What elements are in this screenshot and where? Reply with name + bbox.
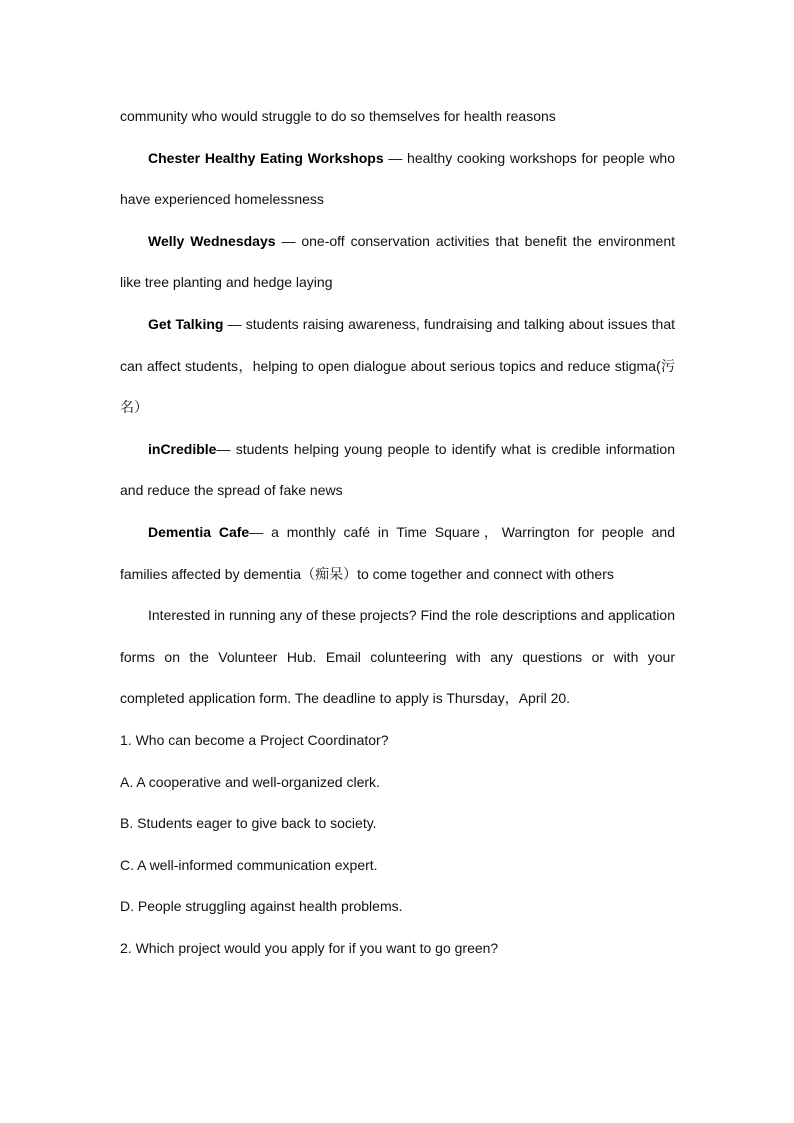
project-title: Chester Healthy Eating Workshops [148, 149, 384, 166]
project-welly-wednesdays [120, 221, 675, 304]
question-1-option-d: D. People struggling against health problems. [120, 898, 403, 915]
project-description: healthy cooking workshops for people who have experienced homelessness [120, 149, 675, 208]
project-separator: — [275, 232, 302, 249]
project-title: Welly Wednesdays [148, 232, 276, 249]
document-body [120, 96, 675, 969]
project-dementia-cafe [120, 512, 675, 595]
project-separator: — [383, 149, 408, 166]
project-description: a monthly café in Time Square，Warrington for people and families affected by dementia（痴呆）to come together and connect with others [120, 523, 676, 582]
question-1-option-a: A. A cooperative and well-organized clerk. [120, 773, 380, 790]
project-title: Dementia Cafe [148, 523, 250, 540]
project-separator: — [216, 440, 236, 457]
question-1-option-b: B. Students eager to give back to society. [120, 815, 377, 832]
question-2-stem: 2. Which project would you apply for if you want to go green? [120, 939, 499, 956]
project-title: Get Talking [148, 315, 224, 332]
project-incredible [120, 429, 675, 512]
project-separator: — [249, 523, 272, 540]
closing-paragraph: Interested in running any of these projects? Find the role descriptions and application forms on the Volunteer Hub. Email colunteering with any questions or with your completed application form. The deadline to apply is Thursday，April 20. [120, 607, 675, 707]
question-1-option-c: C. A well-informed communication expert. [120, 856, 378, 873]
project-separator: — [223, 315, 246, 332]
project-chester-healthy-eating [120, 138, 675, 221]
project-description: students helping young people to identify what is credible information and reduce the spread of fake news [120, 440, 675, 499]
project-title: inCredible [148, 440, 217, 457]
project-description: one-off conservation activities that benefit the environment like tree planting and hedge laying [120, 232, 675, 291]
project-description: students raising awareness, fundraising and talking about issues that can affect students，helping to open dialogue about serious topics and reduce stigma(污名） [120, 315, 675, 416]
question-1-stem: 1. Who can become a Project Coordinator? [120, 731, 389, 748]
intro-tail-paragraph: community who would struggle to do so themselves for health reasons [120, 108, 556, 124]
project-get-talking [120, 304, 675, 429]
